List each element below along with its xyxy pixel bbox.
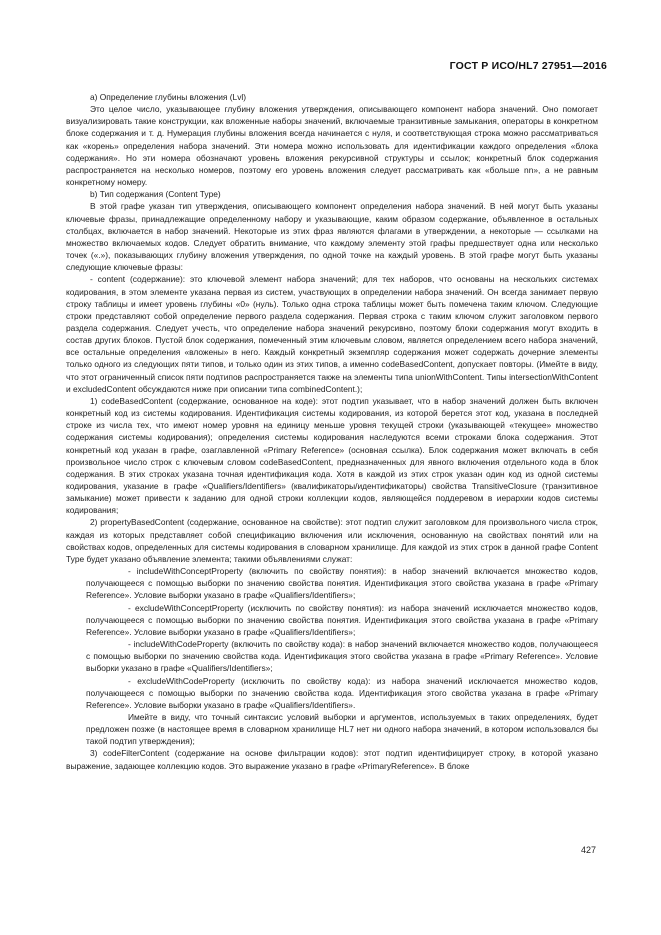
page-number: 427 xyxy=(580,845,596,855)
list-item-include-code: - includeWithCodeProperty (включить по свойству кода): в набор значений включается множество кодов, получающееся с помощью выборки по значению свойства кода. Идентификация этого свойства указана в графе «Primary Reference». Условие выборки указано в графе «Qualifiers/Identifiers»; xyxy=(86,639,598,674)
item-a-heading: a) Определение глубины вложения (Lvl) xyxy=(90,92,247,102)
note-paragraph: Имейте в виду, что точный синтаксис условий выборки и аргументов, используемых в таких определениях, будет предложен позже (в настоящее время в словарном хранилище HL7 нет ни одного набора значений, в котором использовался бы такой подтип утверждения); xyxy=(86,711,598,747)
list-item-exclude-concept: - excludeWithConceptProperty (исключить по свойству понятия): из набора значений исключается множество кодов, получающееся с помощью выборки по значению свойства понятия. Идентификация этого свойства указана в графе «Primary Reference». Условие выборки указано в графе «Qualifiers/Identifiers»; xyxy=(86,602,598,637)
paragraph: В этой графе указан тип утверждения, описывающего компонент определения набора значений. В ней могут быть указаны ключевые фразы, принадлежащие определенному набору и указывающие, каким образом содержание, объявленное в остальных столбцах, включается в набор значений. Некоторые из этих фраз являются флагами в утверждении, а некоторые — ссылками на множество включаемых кодов. Следует обратить внимание, что каждому элементу этой графы предшествует одна или несколько точек («.»), показывающих глубину вложения утверждения, по одной точке на каждый уровень. В этой графе могут быть указаны следующие ключевые фразы: xyxy=(66,201,598,273)
numbered-item-2: 2) propertyBasedContent (содержание, основанное на свойстве): этот подтип служит заголовком для произвольного числа строк, каждая из которых представляет собой спецификацию включения или исключения, основанную на свойствах понятий или на свойствах кодов, определенных для системы кодирования в словарном хранилище. Для каждой из этих строк в данной графе Content Type будет указано объявление элемента; такими объявлениями служат: xyxy=(66,517,598,564)
numbered-item-1: 1) codeBasedContent (содержание, основанное на коде): этот подтип указывает, что в набор значений должен быть включен конкретный код из системы кодирования. Идентификация системы кодирования, из которой берется этот код, указана в последней строке из числа тех, что имеют номер уровня на единицу меньше уровня текущей строки (указывающей «текущее» множество содержания системы кодирования); определения системы кодирования наследуются всеми строками блока содержания. Этот конкретный код указан в графе, озаглавленной «Primary Reference» (основная ссылка). Блок содержания может включать в себя произвольное число строк с ключевым словом codeBasedContent, предназначенных для явного включения отдельного кода в блок содержания. В этих строках указана точная идентификация кода. Хотя в каждой из этих строк указан один код из одной системы кодирования, указание в графе «Qualifiers/Identifiers» (квалификаторы/идентификаторы) свойства TransitiveClosure (транзитивное замыкание) может привести к заданию для одной строки коллекции кодов, являющейся поддеревом в иерархии кодов системы кодирования; xyxy=(66,395,598,516)
list-item-exclude-code: - excludeWithCodeProperty (исключить по свойству кода): из набора значений исключается множество кодов, получающееся с помощью выборки по значению свойства кода. Идентификация этого свойства указана в графе «Primary Reference». Условие выборки указано в графе «Qualifiers/Identifiers». xyxy=(86,675,598,710)
standard-header: ГОСТ Р ИСО/HL7 27951—2016 xyxy=(449,60,607,72)
list-item-content: - content (содержание): это ключевой элемент набора значений; для тех наборов, что основаны на нескольких системах кодирования, в этом элементе указана первая из систем, участвующих в определении набора значений. Он всегда занимает первую строку таблицы и имеет уровень глубины «0» (нуль). Только одна строка таблицы может быть помечена таким ключом. Следующие строки представляют собой определение первого раздела содержания. Первая строка с таким ключом служит заголовком первого раздела содержания. Следует учесть, что определение набора значений рекурсивно, поэтому блоки содержания могут входить в состав других блоков. Пустой блок содержания, помеченный этим ключевым словом, является определением всего набора значений, все остальные определения «вложены» в него. Каждый конкретный экземпляр содержания может содержать дочерние элементы только одного из следующих пяти типов, и только один из этих типов, а именно codeBasedContent, допускает повторы. (Имейте в виду, что этот ограниченный список пяти подтипов распространяется также на элементы типа unionWithContent. Типы intersectionWithContent и excludedContent обсуждаются ниже при описании типа combinedContent.); xyxy=(66,274,598,394)
list-item-include-concept: - includeWithConceptProperty (включить по свойству понятия): в набор значений включается множество кодов, получающееся с помощью выборки по значению свойства понятия. Идентификация этого свойства указана в графе «Primary Reference». Условие выборки указано в графе «Qualifiers/Identifiers»; xyxy=(86,566,598,601)
numbered-item-3: 3) codeFilterContent (содержание на основе фильтрации кодов): этот подтип идентифицирует строку, в которой указано выражение, задающее коллекцию кодов. Это выражение указано в графе «PrimaryReference». В блоке xyxy=(66,748,598,771)
item-b-heading: b) Тип содержания (Content Type) xyxy=(90,189,221,200)
body-text xyxy=(66,91,598,772)
paragraph: Это целое число, указывающее глубину вложения утверждения, описывающего компонент набора значений. Оно помогает визуализировать такие конструкции, как вложенные наборы значений, включаемые транзитивные замыкания, операторы в конкретном блоке содержания и т. д. Нумерация глубины вложения всегда начинается с нуля, и соответствующая строка можно рассматриваться как «корень» определения набора значений. Эти номера можно использовать для идентификации каждого определения «блока содержания». Но эти номера обозначают уровень вложения рекурсивной структуры и ссылок; конкретный блок содержания распространяется на несколько номеров, поэтому его уровень вложения следует рассматривать как «больше nn», а не равным конкретному номеру. xyxy=(66,104,598,188)
